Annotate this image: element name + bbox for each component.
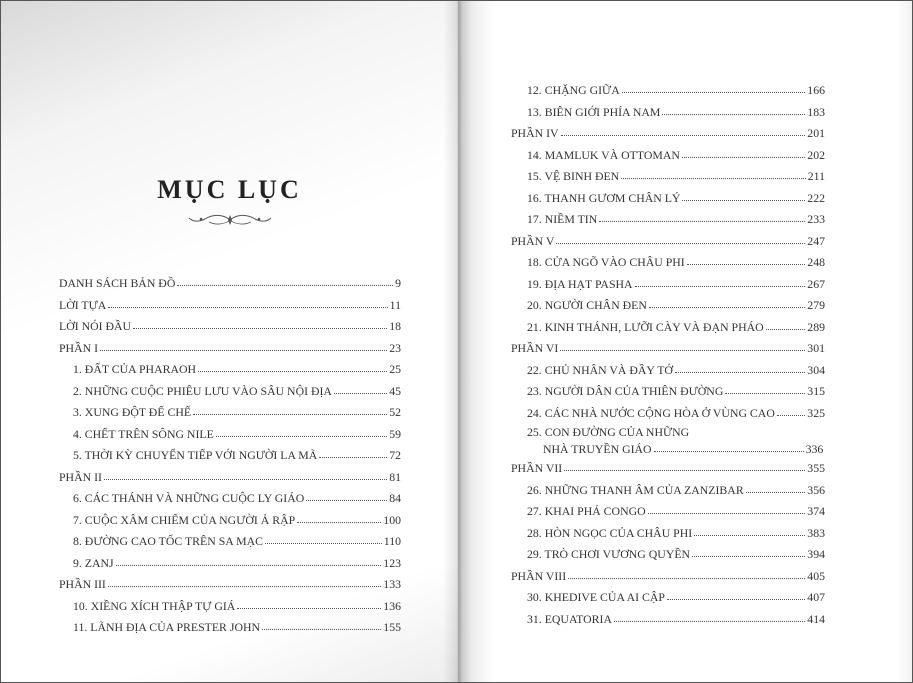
toc-entry-label: PHẦN III: [59, 577, 106, 591]
toc-entry: [59, 467, 401, 489]
leader-dots: [692, 548, 805, 557]
toc-entry-label: LỜI TỰA: [59, 297, 107, 312]
toc-entry-label: 5. THỜI KỲ CHUYỂN TIẾP VỚI NGƯỜI LA MÃ: [73, 448, 318, 462]
toc-entry-label: 6. CÁC THÁNH VÀ NHỮNG CUỘC LY GIÁO: [73, 491, 305, 505]
toc-entry: [59, 402, 401, 424]
toc-entry: [59, 488, 401, 510]
leader-dots: [648, 505, 806, 514]
toc-entry: [511, 566, 825, 588]
toc-entry-label: 25. CON ĐƯỜNG CỦA NHỮNG: [527, 425, 690, 439]
toc-entry-page: 23: [389, 340, 401, 355]
leader-dots: [216, 428, 387, 437]
toc-entry-page: 247: [807, 233, 825, 248]
toc-entry-page: 45: [389, 383, 401, 398]
toc-entry-label: 19. ĐỊA HẠT PASHA: [527, 276, 633, 291]
toc-entry: [59, 553, 401, 575]
toc-entry-label: PHẦN VII: [511, 461, 563, 475]
toc-entry: [511, 609, 825, 631]
leader-dots: [198, 363, 387, 372]
toc-entry-label: 22. CHỦ NHÂN VÀ ĐẦY TỚ: [527, 362, 673, 377]
toc-entry-label: 28. HÒN NGỌC CỦA CHÂU PHI: [527, 525, 693, 540]
toc-entry: [59, 359, 401, 381]
toc-entry: [59, 510, 401, 532]
toc-entry: [511, 338, 825, 360]
toc-entry-label: 23. NGƯỜI DÂN CỦA THIÊN ĐƯỜNG: [527, 384, 724, 398]
leader-dots: [561, 127, 806, 136]
leader-dots: [100, 342, 387, 351]
leader-dots: [746, 484, 806, 493]
leader-dots: [262, 621, 381, 630]
toc-entry-page: 414: [807, 611, 825, 626]
toc-entry: [59, 617, 401, 639]
leader-dots: [133, 320, 387, 329]
leader-dots: [306, 492, 387, 501]
toc-entry-page: 383: [807, 525, 825, 540]
toc-entry: [511, 188, 825, 210]
toc-entry-label: 17. NIỀM TIN: [527, 212, 598, 226]
book-gutter: [443, 1, 473, 683]
toc-entry-label: 11. LÃNH ĐỊA CỦA PRESTER JOHN: [73, 620, 261, 634]
toc-entry-label: 13. BIÊN GIỚI PHÍA NAM: [527, 104, 661, 119]
toc-entry: [59, 316, 401, 338]
leader-dots: [777, 407, 805, 416]
toc-entry-label: DANH SÁCH BẢN ĐỒ: [59, 276, 176, 290]
toc-entry-label: 4. CHẾT TRÊN SÔNG NILE: [73, 426, 214, 441]
toc-entry: [59, 381, 401, 403]
leader-dots: [662, 106, 805, 115]
toc-entry-label: 20. NGƯỜI CHÂN ĐEN: [527, 298, 647, 312]
toc-entry-page: 304: [807, 362, 825, 377]
toc-entry-label-continued: NHÀ TRUYỀN GIÁO: [543, 442, 652, 456]
leader-dots: [334, 385, 387, 394]
toc-entry: [59, 574, 401, 596]
toc-entry: [511, 274, 825, 296]
toc-entry-label: 18. CỬA NGÕ VÀO CHÂU PHI: [527, 255, 685, 269]
toc-list-right: [511, 80, 825, 630]
toc-entry-page: 233: [807, 212, 825, 226]
toc-entry-page: 325: [807, 405, 825, 420]
leader-dots: [564, 462, 805, 471]
page-title: MỤC LỤC: [157, 175, 302, 204]
ornament-flourish-icon: [187, 211, 273, 229]
toc-entry: [511, 252, 825, 274]
toc-entry-page: 211: [807, 169, 825, 183]
leader-dots: [568, 570, 805, 579]
toc-entry-label: LỜI NÓI ĐẦU: [59, 319, 132, 333]
toc-entry-page: 81: [389, 469, 401, 484]
leader-dots: [682, 149, 805, 158]
leader-dots: [177, 277, 393, 286]
toc-entry-page: 289: [807, 319, 825, 334]
toc-entry: [511, 458, 825, 480]
leader-dots: [265, 535, 382, 544]
toc-entry-page: 11: [389, 297, 401, 312]
toc-entry-page: 267: [807, 276, 825, 291]
toc-entry-page: 405: [807, 568, 825, 583]
toc-entry: [59, 596, 401, 618]
left-page: [1, 1, 458, 683]
toc-entry-label: 7. CUỘC XÂM CHIẾM CỦA NGƯỜI Ả RẬP: [73, 512, 296, 527]
leader-dots: [108, 299, 387, 308]
leader-dots: [635, 278, 806, 287]
toc-entry-page: 155: [383, 620, 401, 634]
toc-entry-label: 9. ZANJ: [73, 555, 114, 570]
toc-entry-page: 279: [807, 298, 825, 312]
leader-dots: [104, 471, 387, 480]
toc-entry: [59, 273, 401, 295]
leader-dots: [622, 84, 806, 93]
toc-entry-label: PHẦN II: [59, 469, 102, 484]
toc-entry-label: PHẦN IV: [511, 126, 559, 140]
leader-dots: [667, 591, 805, 600]
leader-dots: [687, 256, 806, 265]
toc-entry: [59, 295, 401, 317]
toc-entry: [511, 166, 825, 188]
toc-entry-label: 31. EQUATORIA: [527, 611, 612, 626]
toc-entry-label: 16. THANH GƯƠM CHÂN LÝ: [527, 190, 681, 205]
toc-entry-label: PHẦN VI: [511, 341, 559, 355]
toc-entry-label: 2. NHỮNG CUỘC PHIÊU LƯU VÀO SÂU NỘI ĐỊA: [73, 383, 332, 398]
leader-dots: [193, 406, 387, 415]
leader-dots: [654, 443, 804, 452]
toc-entry-label: 1. ĐẤT CỦA PHARAOH: [73, 362, 197, 376]
toc-entry: [511, 360, 825, 382]
toc-entry: [511, 102, 825, 124]
leader-dots: [599, 213, 805, 222]
toc-entry-page: 100: [383, 512, 401, 527]
toc-entry-page: 72: [389, 448, 401, 462]
toc-entry-page: 374: [807, 504, 825, 518]
toc-entry-label: 15. VỆ BINH ĐEN: [527, 169, 620, 183]
toc-entry-page: 52: [389, 405, 401, 419]
toc-entry-label: 14. MAMLUK VÀ OTTOMAN: [527, 147, 680, 162]
toc-entry: [511, 381, 825, 403]
toc-entry: [59, 338, 401, 360]
toc-entry-page: 166: [807, 83, 825, 97]
toc-entry-page: 59: [389, 426, 401, 441]
toc-entry-page: 18: [389, 319, 401, 333]
toc-entry: [511, 501, 825, 523]
leader-dots: [237, 600, 381, 609]
toc-entry-page: 25: [389, 362, 401, 376]
toc-entry: [511, 544, 825, 566]
leader-dots: [297, 514, 381, 523]
leader-dots: [725, 385, 805, 394]
leader-dots: [621, 170, 806, 179]
toc-entry: [511, 317, 825, 339]
toc-entry-label: PHẦN VIII: [511, 568, 567, 583]
toc-entry-label: 26. NHỮNG THANH ÂM CỦA ZANZIBAR: [527, 482, 744, 497]
toc-entry: [59, 445, 401, 467]
leader-dots: [614, 613, 805, 622]
leader-dots: [649, 299, 805, 308]
toc-list-left: [59, 273, 401, 639]
toc-entry-label: 8. ĐƯỜNG CAO TỐC TRÊN SA MẠC: [73, 534, 263, 548]
leader-dots: [682, 192, 805, 201]
toc-entry: [511, 80, 825, 102]
toc-entry: [511, 480, 825, 502]
toc-entry: [59, 424, 401, 446]
toc-entry: [511, 587, 825, 609]
toc-entry: [511, 145, 825, 167]
toc-entry-label: 3. XUNG ĐỘT ĐẾ CHẾ: [73, 405, 192, 419]
toc-entry: [511, 123, 825, 145]
toc-entry-page: 301: [807, 341, 825, 355]
leader-dots: [560, 342, 805, 351]
toc-entry-page: 222: [807, 190, 825, 205]
toc-entry-label: 29. TRÒ CHƠI VƯƠNG QUYỀN: [527, 547, 691, 561]
leader-dots: [766, 321, 806, 330]
toc-entry-label: 27. KHAI PHÁ CONGO: [527, 504, 646, 518]
toc-entry-page: 183: [807, 104, 825, 119]
leader-dots: [694, 527, 805, 536]
toc-entry-label: 24. CÁC NHÀ NƯỚC CỘNG HÒA Ở VÙNG CAO: [527, 405, 775, 420]
toc-entry: [511, 403, 825, 425]
toc-entry-label: 10. XIỀNG XÍCH THẬP TỰ GIÁ: [73, 598, 236, 613]
toc-entry-label: 21. KINH THÁNH, LƯỠI CÀY VÀ ĐẠN PHÁO: [527, 319, 764, 334]
toc-entry-page: 84: [389, 491, 401, 505]
toc-entry-label: 12. CHẶNG GIỮA: [527, 83, 620, 97]
leader-dots: [108, 578, 381, 587]
leader-dots: [675, 364, 805, 373]
leader-dots: [319, 449, 387, 458]
toc-entry: [511, 209, 825, 231]
toc-entry-page: 394: [807, 547, 825, 561]
toc-entry: [511, 231, 825, 253]
toc-entry-label: 30. KHEDIVE CỦA AI CẬP: [527, 590, 665, 604]
toc-entry-page: 336: [805, 442, 824, 456]
leader-dots: [556, 235, 805, 244]
leader-dots: [116, 557, 382, 566]
toc-entry-page: 356: [807, 482, 825, 497]
toc-entry-label: PHẦN I: [59, 340, 98, 355]
toc-entry-page: 355: [807, 461, 825, 475]
toc-entry-page: 248: [807, 255, 825, 269]
toc-entry-label: PHẦN V: [511, 233, 555, 248]
toc-entry: [511, 424, 825, 458]
toc-entry: [511, 523, 825, 545]
toc-entry-page: 133: [383, 577, 401, 591]
toc-entry: [59, 531, 401, 553]
toc-entry: [511, 295, 825, 317]
toc-entry-page: 407: [807, 590, 825, 604]
toc-entry-page: 110: [383, 534, 401, 548]
toc-entry-page: 201: [807, 126, 825, 140]
toc-entry-page: 136: [383, 598, 401, 613]
toc-entry-page: 202: [807, 147, 825, 162]
toc-entry-page: 315: [807, 384, 825, 398]
toc-entry-page: 123: [383, 555, 401, 570]
toc-entry-page: 9: [395, 276, 401, 290]
